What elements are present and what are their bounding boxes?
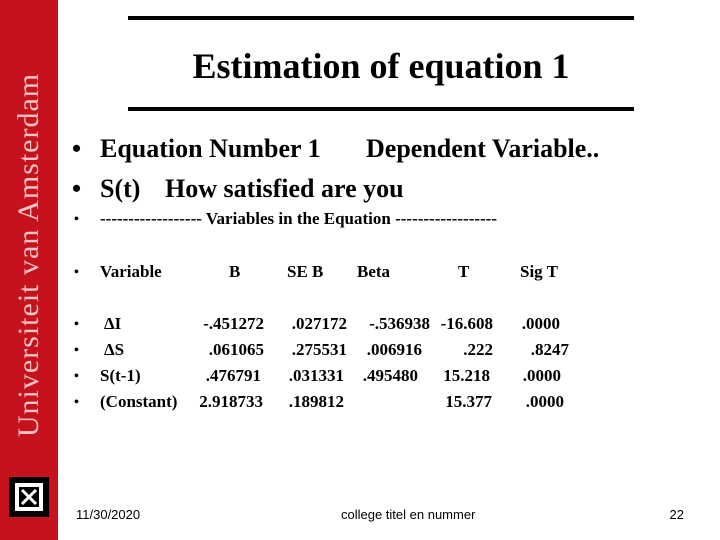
row-t: 15.377: [445, 392, 492, 411]
row-se-b: .027172: [291, 314, 347, 333]
bullet-marker: •: [72, 134, 82, 163]
row-beta: -.536938: [369, 314, 430, 333]
row-b: -.451272: [203, 314, 264, 333]
bullet-equation-number: Equation Number 1: [100, 134, 321, 163]
row-b: 2.918733: [199, 392, 263, 411]
header-beta: Beta: [357, 262, 391, 281]
header-sig-t: Sig T: [520, 262, 558, 281]
footer-course-title: college titel en nummer: [341, 507, 476, 522]
table-divider: ------------------ Variables in the Equation ------------------: [100, 209, 497, 228]
row-b: .476791: [205, 366, 261, 385]
row-t: .222: [463, 340, 493, 359]
bullet-marker: •: [74, 343, 79, 358]
row-b: .061065: [208, 340, 264, 359]
brand-sidebar: [0, 0, 58, 540]
bullet-marker: •: [74, 317, 79, 332]
row-sig-t: .8247: [530, 340, 569, 359]
row-variable: ΔS: [104, 340, 125, 359]
header-variable: Variable: [100, 262, 162, 281]
row-beta: .495480: [362, 366, 418, 385]
bullet-marker: •: [72, 174, 82, 203]
university-name: Universiteit van Amsterdam: [12, 72, 45, 438]
uva-logo-icon: [9, 477, 49, 517]
row-sig-t: .0000: [522, 366, 561, 385]
footer-date: 11/30/2020: [76, 507, 141, 522]
bullet-marker: •: [74, 369, 79, 384]
row-se-b: .189812: [288, 392, 344, 411]
row-variable: (Constant): [100, 392, 178, 411]
header-b: B: [229, 262, 241, 281]
row-variable: S(t-1): [100, 366, 141, 385]
bullet-marker: •: [74, 395, 79, 410]
row-sig-t: .0000: [521, 314, 560, 333]
row-se-b: .031331: [288, 366, 344, 385]
bullet-variable-name: S(t): [100, 174, 141, 203]
row-t: 15.218: [443, 366, 490, 385]
row-se-b: .275531: [291, 340, 347, 359]
row-sig-t: .0000: [525, 392, 564, 411]
row-variable: ΔI: [104, 314, 122, 333]
bullet-marker: •: [74, 265, 79, 280]
bullet-marker: •: [74, 212, 79, 227]
slide-title: Estimation of equation 1: [192, 46, 570, 86]
row-t: -16.608: [440, 314, 493, 333]
row-beta: .006916: [366, 340, 422, 359]
title-top-rule: [128, 16, 634, 20]
bullet-variable-description: How satisfied are you: [165, 174, 404, 203]
header-se-b: SE B: [287, 262, 324, 281]
bullet-dependent-variable: Dependent Variable..: [366, 134, 600, 163]
footer-page-number: 22: [669, 507, 684, 522]
header-t: T: [458, 262, 470, 281]
title-bottom-rule: [128, 107, 634, 111]
